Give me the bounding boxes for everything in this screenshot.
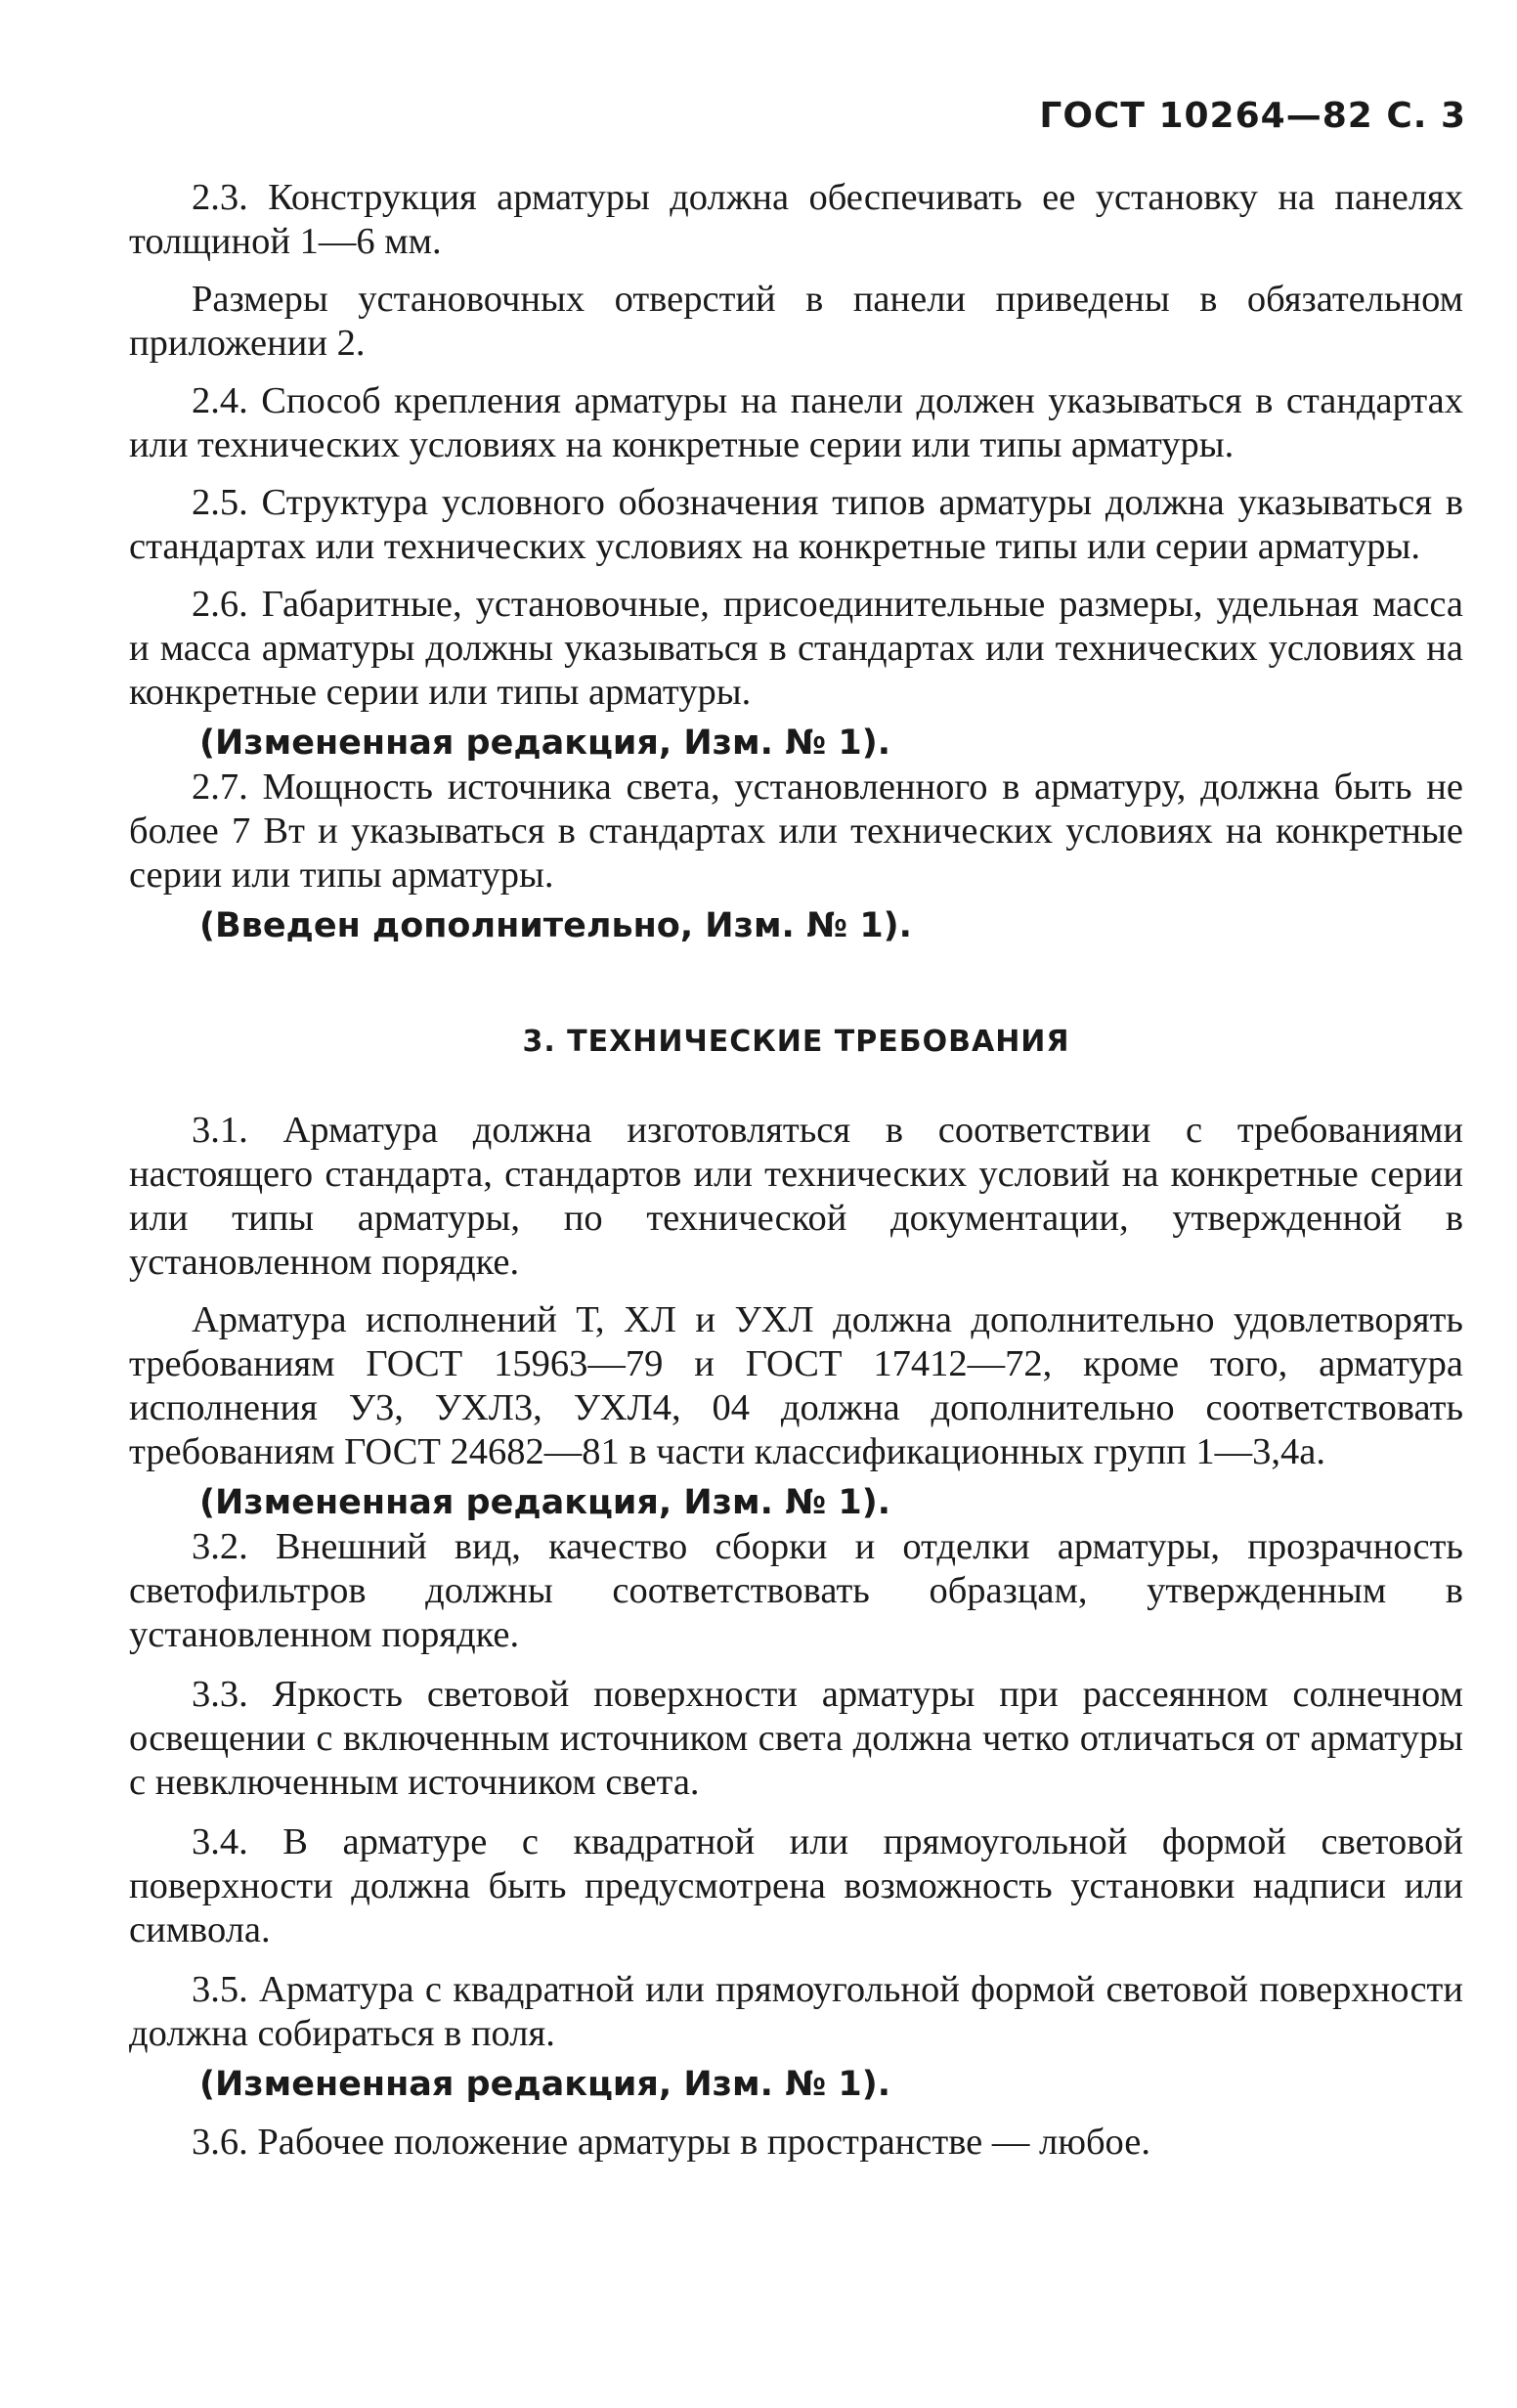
section-title: 3. ТЕХНИЧЕСКИЕ ТРЕБОВАНИЯ [522,1025,1070,1059]
amendment-note: (Измененная редакция, Изм. № 1). [199,1483,891,1522]
document-body [129,176,1463,2165]
paragraph-2-5: 2.5. Структура условного обозначения типов арматуры должна указываться в стандартах или технических условиях на конкретные типы или серии арматуры. [129,482,1463,567]
paragraph-2-3-holes: Размеры установочных отверстий в панели приведены в обязательном приложении 2. [129,279,1463,364]
amendment-note: (Измененная редакция, Изм. № 1). [199,2065,891,2104]
amendment-note: (Измененная редакция, Изм. № 1). [199,723,891,763]
paragraph-3-5: 3.5. Арматура с квадратной или прямоугольной формой световой поверхности должна собираться в поля. [129,1969,1463,2054]
paragraph-3-1-climatic: Арматура исполнений Т, ХЛ и УХЛ должна дополнительно удовлетворять требованиям ГОСТ 15963—79 и ГОСТ 17412—72, кроме того, арматура исполнения У3, УХЛ3, УХЛ4, 04 должна дополнительно соответствовать требованиям ГОСТ 24682—81 в части классификационных групп 1—3,4а. [129,1299,1463,1472]
paragraph-3-3: 3.3. Яркость световой поверхности арматуры при рассеянном солнечном освещении с включенным источником света должна четко отличаться от арматуры с невключенным источником света. [129,1674,1463,1803]
paragraph-3-2: 3.2. Внешний вид, качество сборки и отделки арматуры, прозрачность светофильтров должны соответствовать образцам, утвержденным в установленном порядке. [129,1526,1463,1655]
paragraph-2-4: 2.4. Способ крепления арматуры на панели должен указываться в стандартах или технических условиях на конкретные серии или типы арматуры. [129,380,1463,465]
paragraph-2-6: 2.6. Габаритные, установочные, присоединительные размеры, удельная масса и масса арматуры должны указываться в стандартах или технических условиях на конкретные серии или типы арматуры. [129,584,1463,713]
running-header: ГОСТ 10264—82 С. 3 [1039,96,1466,136]
paragraph-3-1: 3.1. Арматура должна изготовляться в соответствии с требованиями настоящего стандарта, стандартов или технических условий на конкретные серии или типы арматуры, по технической документации, утвержденной в установленном порядке. [129,1110,1463,1283]
paragraph-3-4: 3.4. В арматуре с квадратной или прямоугольной формой световой поверхности должна быть предусмотрена возможность установки надписи или символа. [129,1821,1463,1950]
paragraph-2-3: 2.3. Конструкция арматуры должна обеспечивать ее установку на панелях толщиной 1—6 мм. [129,177,1463,262]
amendment-note: (Введен дополнительно, Изм. № 1). [199,906,912,945]
paragraph-3-6: 3.6. Рабочее положение арматуры в пространстве — любое. [192,2122,1150,2163]
paragraph-2-7: 2.7. Мощность источника света, установленного в арматуру, должна быть не более 7 Вт и указываться в стандартах или технических условиях на конкретные серии или типы арматуры. [129,766,1463,896]
